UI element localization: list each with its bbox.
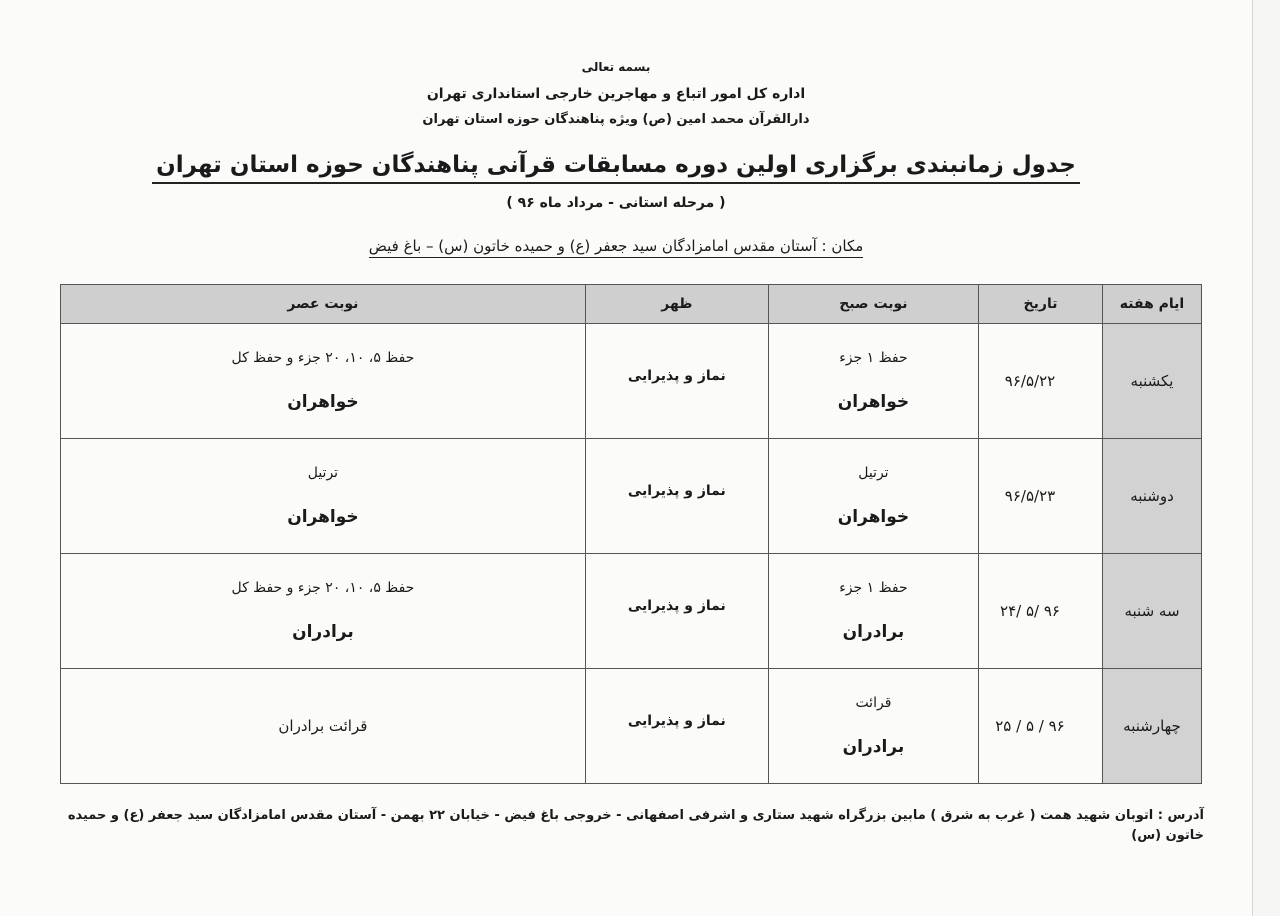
- afternoon-event: حفظ ۵، ۱۰، ۲۰ جزء و حفظ کل: [231, 580, 415, 596]
- morning-event: حفظ ۱ جزء: [839, 580, 908, 596]
- morning-event: قرائت: [855, 695, 892, 711]
- morning-cell: [768, 554, 978, 669]
- morning-cell: [768, 324, 978, 439]
- afternoon-event: حفظ ۵، ۱۰، ۲۰ جزء و حفظ کل: [231, 350, 415, 366]
- bismillah-heading: بسمه تعالی: [581, 60, 651, 74]
- morning-group: برادران: [842, 737, 905, 757]
- afternoon-cell: [61, 324, 586, 439]
- day-cell: چهارشنبه: [1103, 669, 1202, 784]
- morning-group: خواهران: [837, 507, 910, 527]
- address-footer: آدرس : اتوبان شهید همت ( غرب به شرق ) مابین بزرگراه شهید ستاری و اشرفی اصفهانی - خروجی باغ فیض - خیابان ۲۲ بهمن - آستان مقدس امامزادگان سید جعفر (ع) و حمیده خاتون (س): [67, 808, 1204, 843]
- afternoon-event: قرائت برادران: [278, 717, 368, 735]
- column-header-day: ایام هفته: [1103, 285, 1202, 324]
- noon-cell: نماز و پذیرایی: [585, 324, 768, 439]
- table-row: [61, 324, 1202, 439]
- column-header-afternoon: نوبت عصر: [61, 285, 586, 324]
- institute-line: دارالقرآن محمد امین (ص) ویژه پناهندگان حوزه استان تهران: [422, 112, 810, 127]
- morning-event: حفظ ۱ جزء: [839, 350, 908, 366]
- noon-cell: نماز و پذیرایی: [585, 554, 768, 669]
- morning-cell: [768, 669, 978, 784]
- morning-event: ترتیل: [858, 465, 889, 481]
- noon-cell: نماز و پذیرایی: [585, 669, 768, 784]
- date-cell: ۹۶/۵/۲۲: [979, 324, 1103, 439]
- date-cell: ۹۶/۵/۲۳: [979, 439, 1103, 554]
- schedule-table: [60, 284, 1202, 784]
- table-row: [61, 669, 1202, 784]
- morning-group: خواهران: [837, 392, 910, 412]
- place-container: [0, 236, 1232, 258]
- morning-cell: [768, 439, 978, 554]
- afternoon-cell: [61, 439, 586, 554]
- venue-line: مکان : آستان مقدس امامزادگان سید جعفر (ع) و حمیده خاتون (س) – باغ فیض: [369, 237, 864, 258]
- date-cell: ۹۶ / ۵ / ۲۵: [979, 669, 1103, 784]
- afternoon-group: خواهران: [287, 392, 359, 412]
- document-title: جدول زمانبندی برگزاری اولین دوره مسابقات قرآنی پناهندگان حوزه استان تهران: [152, 152, 1080, 184]
- table-header-row: [61, 285, 1202, 324]
- column-header-date: تاریخ: [979, 285, 1103, 324]
- afternoon-group: برادران: [292, 622, 354, 642]
- afternoon-cell: [61, 669, 586, 784]
- noon-cell: نماز و پذیرایی: [585, 439, 768, 554]
- afternoon-group: خواهران: [287, 507, 359, 527]
- table-row: [61, 439, 1202, 554]
- morning-group: برادران: [842, 622, 905, 642]
- organization-line: اداره کل امور اتباع و مهاجرین خارجی استانداری تهران: [426, 86, 806, 102]
- day-cell: یکشنبه: [1103, 324, 1202, 439]
- afternoon-cell: [61, 554, 586, 669]
- table-row: [61, 554, 1202, 669]
- column-header-noon: ظهر: [585, 285, 768, 324]
- day-cell: سه شنبه: [1103, 554, 1202, 669]
- date-cell: ۹۶ /۵ /۲۴: [979, 554, 1103, 669]
- title-container: [0, 152, 1232, 184]
- document-subtitle: ( مرحله استانی - مرداد ماه ۹۶ ): [506, 195, 726, 211]
- afternoon-event: ترتیل: [307, 465, 339, 481]
- column-header-morning: نوبت صبح: [768, 285, 978, 324]
- day-cell: دوشنبه: [1103, 439, 1202, 554]
